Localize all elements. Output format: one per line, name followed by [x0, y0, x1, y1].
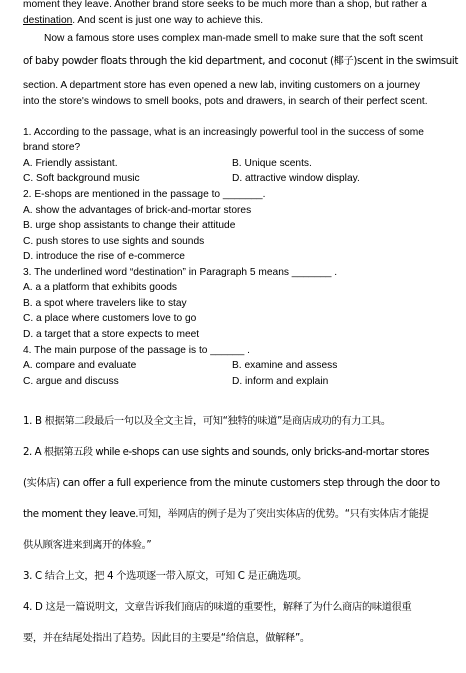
q4-option-d: D. inform and explain [232, 376, 329, 387]
q4-option-b: B. examine and assess [232, 360, 338, 371]
answer-2-explanation-cont-2: the moment they leave.可知，举网店的例子是为了突出实体店的优势。“只有实体店才能提 [23, 509, 429, 520]
passage-line-4: of baby powder floats through the kid department, and coconut (椰子)scent in the swimsuit [23, 56, 458, 67]
q1-option-a: A. Friendly assistant. [23, 158, 118, 169]
answer-2-explanation: 2. A 根据第五段 while e-shops can use sights and sounds, only bricks-and-mortar stores [23, 447, 430, 458]
q1-option-c: C. Soft background music [23, 173, 140, 184]
answer-3-explanation: 3. C 结合上文，把 4 个选项逐一带入原文，可知 C 是正确选项。 [23, 571, 307, 582]
q3-option-c: C. a place where customers love to go [23, 313, 197, 324]
q3-option-a: A. a a platform that exhibits goods [23, 282, 178, 293]
q2-option-a: A. show the advantages of brick-and-mortar stores [23, 205, 252, 216]
question-3-text: 3. The underlined word “destination” in Paragraph 5 means _______ . [23, 267, 338, 278]
question-2-text: 2. E-shops are mentioned in the passage to _______. [23, 189, 266, 200]
answer-2-explanation-cont-3: 供从顾客进来到离开的体验。” [23, 540, 152, 551]
answer-4-explanation-cont: 要，并在结尾处指出了趋势。因此目的主要是“给信息，做解释”。 [23, 633, 310, 644]
question-4-text: 4. The main purpose of the passage is to ______ . [23, 345, 250, 356]
q2-option-c: C. push stores to use sights and sounds [23, 236, 205, 247]
q2-option-d: D. introduce the rise of e-commerce [23, 251, 185, 262]
q2-option-b: B. urge shop assistants to change their attitude [23, 220, 236, 231]
question-1-text-cont: brand store? [23, 142, 81, 153]
passage-line-3: Now a famous store uses complex man-made smell to make sure that the soft scent [44, 33, 423, 44]
passage-line-6: into the store's windows to smell books, pots and drawers, in search of their perfect scent. [23, 96, 428, 107]
question-1-text: 1. According to the passage, what is an increasingly powerful tool in the success of some [23, 127, 424, 138]
answer-4-explanation: 4. D 这是一篇说明文，文章告诉我们商店的味道的重要性，解释了为什么商店的味道很重 [23, 602, 412, 613]
answer-2-explanation-cont-1: (实体店) can offer a full experience from the minute customers step through the door to [23, 478, 440, 489]
passage-line-1: moment they leave. Another brand store seeks to be much more than a shop, but rather a [23, 0, 427, 10]
q1-option-d: D. attractive window display. [232, 173, 360, 184]
passage-line-2 [23, 14, 263, 27]
answer-1-explanation: 1. B 根据第二段最后一句以及全文主旨，可知“独特的味道”是商店成功的有力工具。 [23, 416, 391, 427]
passage-line-2-rest: . And scent is just one way to achieve this. [72, 15, 264, 26]
passage-line-5: section. A department store has even opened a new lab, inviting customers on a journey [23, 80, 420, 91]
q3-option-b: B. a spot where travelers like to stay [23, 298, 187, 309]
q1-option-b: B. Unique scents. [232, 158, 312, 169]
destination-underlined: destination [23, 15, 73, 26]
q4-option-a: A. compare and evaluate [23, 360, 137, 371]
q4-option-c: C. argue and discuss [23, 376, 119, 387]
q3-option-d: D. a target that a store expects to meet [23, 329, 200, 340]
